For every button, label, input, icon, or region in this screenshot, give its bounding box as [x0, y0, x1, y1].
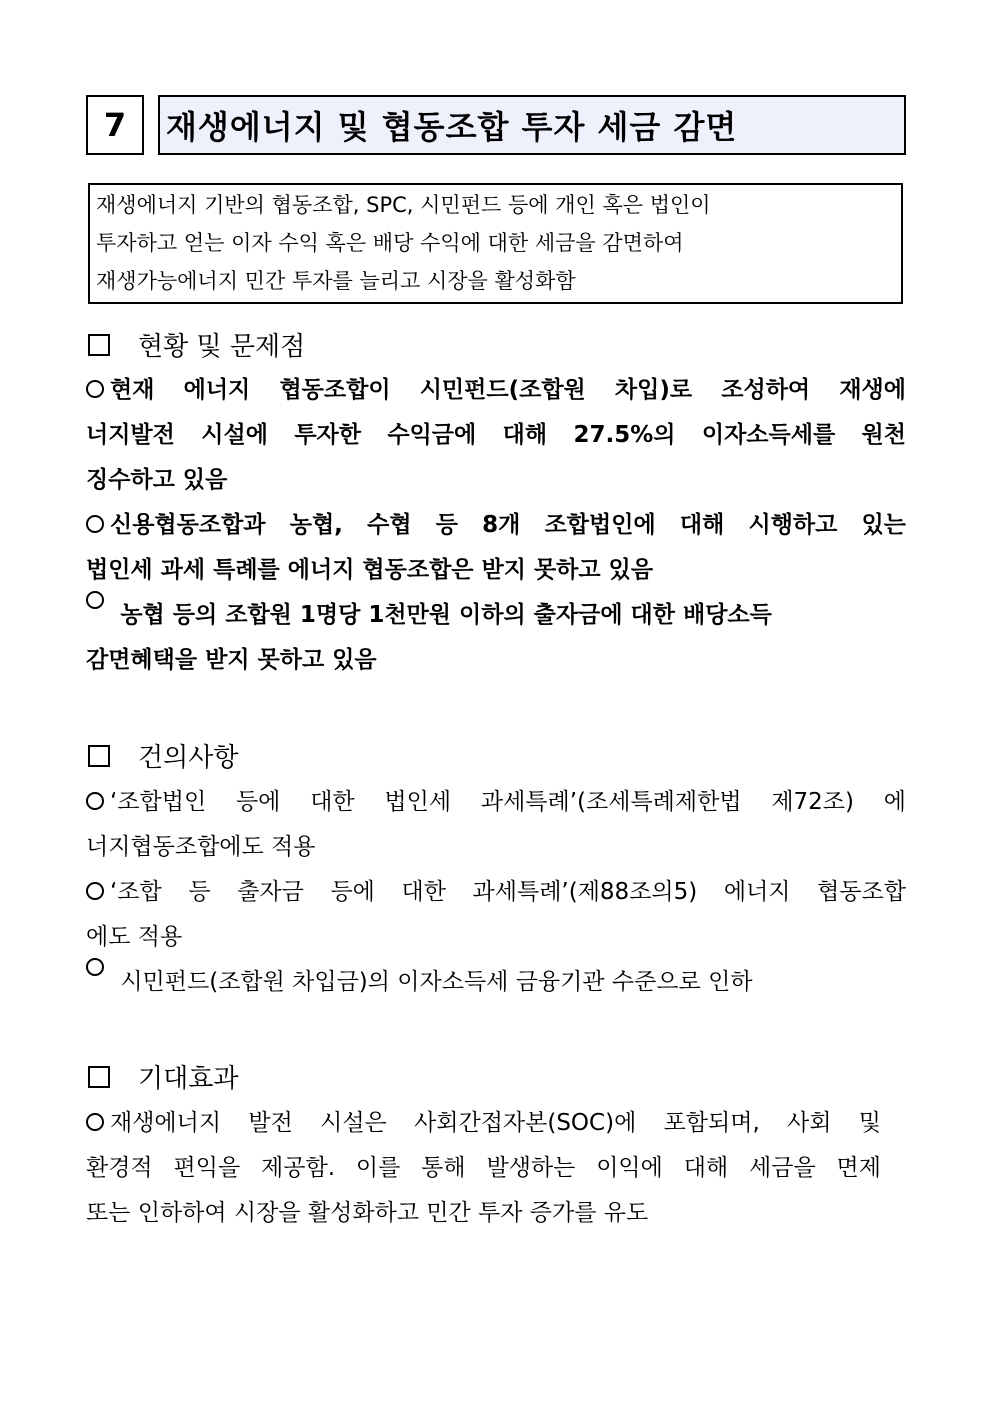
- line-text: 시민펀드(조합원 차입금)의 이자소득세 금융기관 수준으로 인하: [120, 969, 753, 995]
- line-text: 징수하고 있음: [86, 467, 228, 493]
- title-row: [86, 95, 906, 157]
- line-text: 또는 인하하여 시장을 활성화하고 민간 투자 증가를 유도: [86, 1200, 649, 1226]
- text-line: [86, 413, 906, 458]
- section-number: 7: [86, 95, 144, 155]
- line-text: 감면혜택을 받지 못하고 있음: [86, 647, 377, 673]
- text-line: [86, 593, 906, 638]
- circle-bullet-icon: [86, 958, 104, 976]
- text-line: [86, 1146, 881, 1191]
- text-line: [86, 825, 906, 870]
- line-text: 너지발전 시설에 투자한 수익금에 대해 27.5%의 이자소득세를 원천: [86, 422, 906, 448]
- summary-box: [88, 183, 903, 304]
- circle-bullet-icon: [86, 591, 104, 609]
- text-line: [86, 1191, 881, 1236]
- circle-bullet-icon: [86, 882, 104, 900]
- text-line: [86, 960, 906, 1005]
- text-line: [86, 915, 906, 960]
- section-heading-effect: [86, 1058, 238, 1095]
- text-line: [86, 1101, 881, 1146]
- section-heading-text: 기대효과: [138, 1064, 239, 1094]
- text-line: [86, 503, 906, 548]
- circle-bullet-icon: [86, 515, 104, 533]
- status-item-2: [86, 503, 906, 593]
- effect-item-1: [86, 1101, 881, 1236]
- line-text: ‘조합법인 등에 대한 법인세 과세특례’(조세특례제한법 제72조) 에: [110, 789, 906, 815]
- text-line: [86, 548, 906, 593]
- text-line: [86, 458, 906, 503]
- status-item-3: [86, 593, 906, 683]
- checkbox-icon: [88, 334, 110, 356]
- line-text: 너지협동조합에도 적용: [86, 834, 316, 860]
- line-text: 재생에너지 발전 시설은 사회간접자본(SOC)에 포함되며, 사회 및: [110, 1110, 881, 1136]
- page-title: 재생에너지 및 협동조합 투자 세금 감면: [158, 95, 906, 155]
- line-text: 현재 에너지 협동조합이 시민펀드(조합원 차입)로 조성하여 재생에: [110, 377, 906, 403]
- section-heading-text: 현황 및 문제점: [138, 332, 306, 362]
- line-text: 환경적 편익을 제공함. 이를 통해 발생하는 이익에 대해 세금을 면제: [86, 1155, 881, 1181]
- checkbox-icon: [88, 1066, 110, 1088]
- section-heading-proposal: [86, 737, 238, 774]
- line-text: ‘조합 등 출자금 등에 대한 과세특례’(제88조의5) 에너지 협동조합: [110, 879, 906, 905]
- proposal-item-2: [86, 870, 906, 960]
- text-line: [86, 780, 906, 825]
- circle-bullet-icon: [86, 792, 104, 810]
- section-heading-text: 건의사항: [138, 743, 239, 773]
- summary-line: 재생에너지 기반의 협동조합, SPC, 시민펀드 등에 개인 혹은 법인이: [96, 193, 711, 217]
- text-line: [86, 870, 906, 915]
- text-line: [86, 638, 906, 683]
- summary-line: 재생가능에너지 민간 투자를 늘리고 시장을 활성화함: [96, 269, 576, 293]
- circle-bullet-icon: [86, 1113, 104, 1131]
- proposal-item-3: [86, 960, 906, 1005]
- section-heading-status: [86, 326, 305, 363]
- proposal-item-1: [86, 780, 906, 870]
- line-text: 에도 적용: [86, 924, 183, 950]
- checkbox-icon: [88, 745, 110, 767]
- text-line: [86, 368, 906, 413]
- circle-bullet-icon: [86, 380, 104, 398]
- line-text: 농협 등의 조합원 1명당 1천만원 이하의 출자금에 대한 배당소득: [120, 602, 772, 628]
- summary-line: 투자하고 얻는 이자 수익 혹은 배당 수익에 대한 세금을 감면하여: [96, 231, 684, 255]
- status-item-1: [86, 368, 906, 503]
- line-text: 신용협동조합과 농협, 수협 등 8개 조합법인에 대해 시행하고 있는: [110, 512, 906, 538]
- line-text: 법인세 과세 특례를 에너지 협동조합은 받지 못하고 있음: [86, 557, 654, 583]
